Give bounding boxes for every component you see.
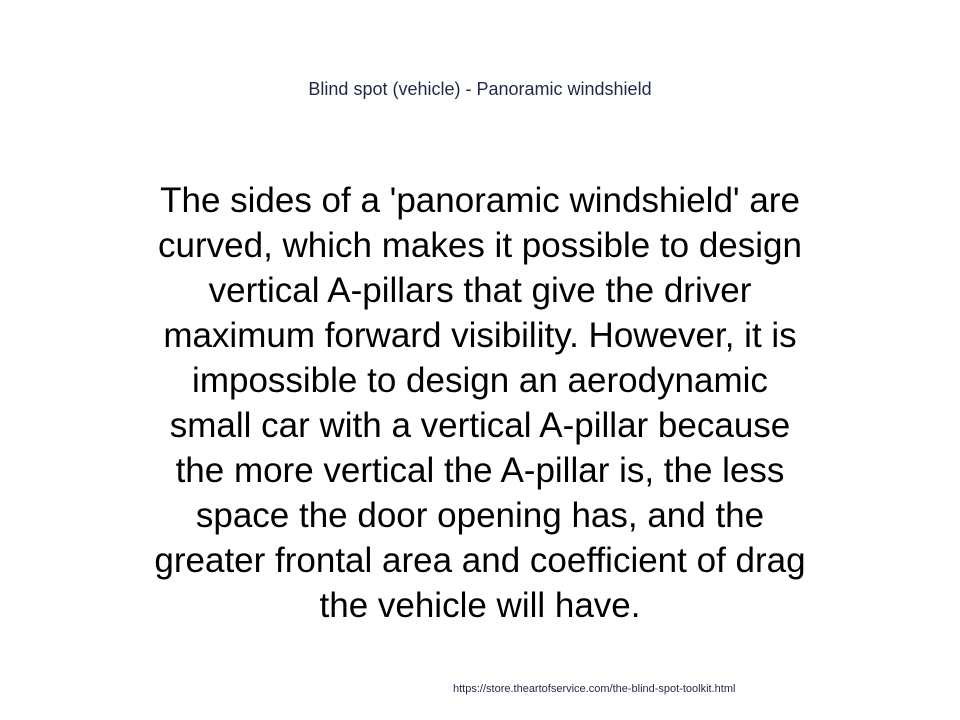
body-line: impossible to design an aerodynamic [192, 361, 768, 400]
body-line: small car with a vertical A-pillar because [169, 406, 791, 445]
body-line: The sides of a 'panoramic windshield' are [160, 181, 800, 220]
body-line: maximum forward visibility. However, it is [163, 316, 797, 355]
slide-body-text [80, 178, 880, 628]
body-line: space the door opening has, and the [195, 496, 765, 535]
body-line: greater frontal area and coefficient of drag [154, 541, 806, 580]
body-line: the vehicle will have. [319, 586, 641, 625]
slide-title: Blind spot (vehicle) - Panoramic windshield [308, 79, 652, 99]
body-line: curved, which makes it possible to design [158, 226, 802, 265]
body-line: vertical A-pillars that give the driver [208, 271, 752, 310]
source-url-link[interactable]: https://store.theartofservice.com/the-blind-spot-toolkit.html [453, 683, 736, 695]
body-line: the more vertical the A-pillar is, the less [175, 451, 785, 490]
